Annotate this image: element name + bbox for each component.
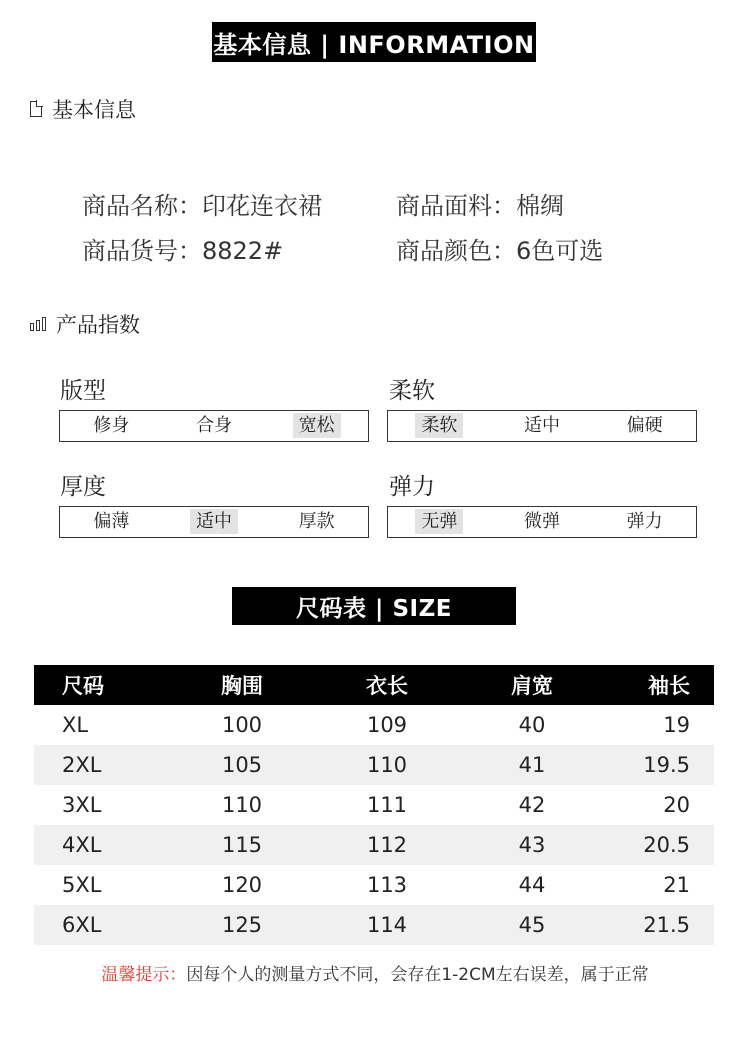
- param-option-selected: 无弹: [388, 508, 491, 536]
- cell-length: 114: [322, 905, 452, 945]
- param-option: 偏硬: [626, 415, 663, 436]
- cell-sleeve: 21: [663, 873, 690, 897]
- cell-length: 112: [322, 825, 452, 865]
- param-title-softness: 柔软: [389, 378, 435, 404]
- param-option-selected: 适中: [163, 508, 266, 536]
- note-text: 因每个人的测量方式不同，会存在1-2CM左右误差，属于正常: [186, 965, 649, 985]
- product-name: 商品名称：印花连衣裙: [82, 192, 322, 220]
- cell-size: 6XL: [34, 905, 162, 945]
- product-color: 商品颜色：6色可选: [396, 237, 604, 265]
- param-option: 适中: [524, 415, 560, 436]
- cell-shoulder: 40: [518, 713, 546, 737]
- table-header-row: [34, 665, 714, 705]
- cell-size: XL: [62, 713, 89, 737]
- information-banner: 基本信息 | INFORMATION: [212, 22, 536, 62]
- param-title-fit: 版型: [60, 378, 106, 404]
- cell-length: 113: [366, 873, 408, 897]
- cell-shoulder: 42: [518, 793, 546, 817]
- cell-bust: 110: [221, 793, 263, 817]
- note-label: 温馨提示：: [101, 965, 187, 985]
- param-scale-thickness: [59, 506, 369, 538]
- param-option-selected: 柔软: [388, 412, 491, 440]
- cell-size: 4XL: [34, 825, 162, 865]
- cell-shoulder: 43: [452, 825, 612, 865]
- cell-sleeve: 20.5: [612, 825, 714, 865]
- cell-sleeve: 20: [663, 793, 690, 817]
- table-row: [34, 745, 714, 785]
- param-scale-elasticity: [387, 506, 697, 538]
- cell-length: 110: [322, 745, 452, 785]
- section-product-index: [30, 309, 140, 339]
- param-scale-softness: [387, 410, 697, 442]
- header-shoulder: 肩宽: [452, 665, 612, 705]
- cell-size: 2XL: [34, 745, 162, 785]
- param-scale-fit: [59, 410, 369, 442]
- cell-size: 3XL: [62, 793, 102, 817]
- cell-bust: 125: [162, 905, 322, 945]
- table-row: [34, 905, 714, 945]
- section-basic-label: 基本信息: [52, 98, 136, 122]
- size-banner: 尺码表 | SIZE: [232, 587, 516, 625]
- cell-sleeve: 21.5: [612, 905, 714, 945]
- header-length: 衣长: [322, 665, 452, 705]
- table-row: [34, 705, 714, 745]
- document-icon: [30, 101, 42, 117]
- cell-size: 5XL: [62, 873, 102, 897]
- section-basic-info: [30, 94, 136, 124]
- header-size: 尺码: [34, 665, 162, 705]
- cell-sleeve: 19.5: [612, 745, 714, 785]
- size-table: [34, 665, 714, 945]
- header-sleeve: 袖长: [612, 665, 714, 705]
- param-option: 合身: [196, 415, 232, 436]
- product-material: 商品面料：棉绸: [396, 192, 564, 220]
- cell-length: 111: [366, 793, 408, 817]
- param-option: 偏薄: [93, 511, 130, 532]
- param-option: 弹力: [626, 511, 663, 532]
- cell-length: 109: [366, 713, 408, 737]
- cell-shoulder: 45: [452, 905, 612, 945]
- section-index-label: 产品指数: [56, 313, 140, 337]
- param-title-thickness: 厚度: [60, 474, 106, 500]
- table-row: [34, 785, 714, 825]
- measurement-note: [0, 960, 750, 985]
- cell-shoulder: 44: [518, 873, 546, 897]
- param-option: 厚款: [298, 511, 335, 532]
- cell-bust: 105: [162, 745, 322, 785]
- bar-chart-icon: [30, 317, 46, 331]
- cell-shoulder: 41: [452, 745, 612, 785]
- param-option-selected: 宽松: [265, 412, 368, 440]
- cell-sleeve: 19: [663, 713, 690, 737]
- table-row: [34, 825, 714, 865]
- cell-bust: 100: [221, 713, 263, 737]
- cell-bust: 115: [162, 825, 322, 865]
- product-sku: 商品货号：8822#: [82, 237, 284, 265]
- param-title-elasticity: 弹力: [389, 474, 435, 500]
- table-row: [34, 865, 714, 905]
- cell-bust: 120: [221, 873, 263, 897]
- header-bust: 胸围: [162, 665, 322, 705]
- param-option: 微弹: [524, 511, 560, 532]
- param-option: 修身: [93, 415, 130, 436]
